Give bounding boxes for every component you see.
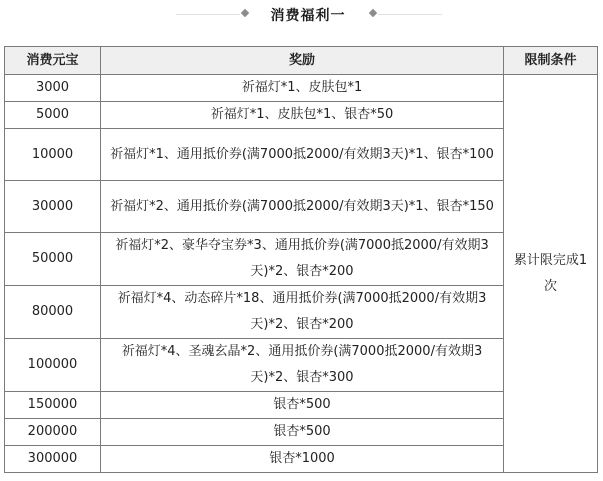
table-row <box>5 75 598 102</box>
section-title: 消费福利一 <box>270 8 346 24</box>
reward-cell: 银杏*1000 <box>101 446 504 473</box>
table-header-row <box>5 47 598 75</box>
rewards-table <box>4 46 598 473</box>
amount-cell: 5000 <box>5 102 101 129</box>
reward-cell: 祈福灯*4、动态碎片*18、通用抵价券(满7000抵2000/有效期3天)*2、银杏*200 <box>101 286 504 339</box>
amount-cell: 100000 <box>5 339 101 392</box>
reward-cell: 祈福灯*4、圣魂玄晶*2、通用抵价券(满7000抵2000/有效期3天)*2、银杏*300 <box>101 339 504 392</box>
title-divider-left <box>176 14 240 15</box>
amount-cell: 30000 <box>5 181 101 233</box>
reward-cell: 银杏*500 <box>101 392 504 419</box>
title-divider-right <box>378 14 442 15</box>
reward-cell: 祈福灯*1、皮肤包*1、银杏*50 <box>101 102 504 129</box>
diamond-left-icon <box>241 9 249 17</box>
reward-cell: 银杏*500 <box>101 419 504 446</box>
amount-cell: 3000 <box>5 75 101 102</box>
reward-cell: 祈福灯*1、通用抵价券(满7000抵2000/有效期3天)*1、银杏*100 <box>101 129 504 181</box>
reward-cell: 祈福灯*2、豪华夺宝券*3、通用抵价券(满7000抵2000/有效期3天)*2、银杏*200 <box>101 233 504 286</box>
header-amount: 消费元宝 <box>5 47 101 75</box>
header-condition: 限制条件 <box>504 47 598 75</box>
amount-cell: 80000 <box>5 286 101 339</box>
amount-cell: 10000 <box>5 129 101 181</box>
condition-cell: 累计限完成1次 <box>504 75 598 473</box>
amount-cell: 300000 <box>5 446 101 473</box>
amount-cell: 200000 <box>5 419 101 446</box>
header-reward: 奖励 <box>101 47 504 75</box>
section-title-bar <box>0 0 603 30</box>
reward-cell: 祈福灯*1、皮肤包*1 <box>101 75 504 102</box>
diamond-right-icon <box>369 9 377 17</box>
amount-cell: 150000 <box>5 392 101 419</box>
amount-cell: 50000 <box>5 233 101 286</box>
reward-cell: 祈福灯*2、通用抵价券(满7000抵2000/有效期3天)*1、银杏*150 <box>101 181 504 233</box>
